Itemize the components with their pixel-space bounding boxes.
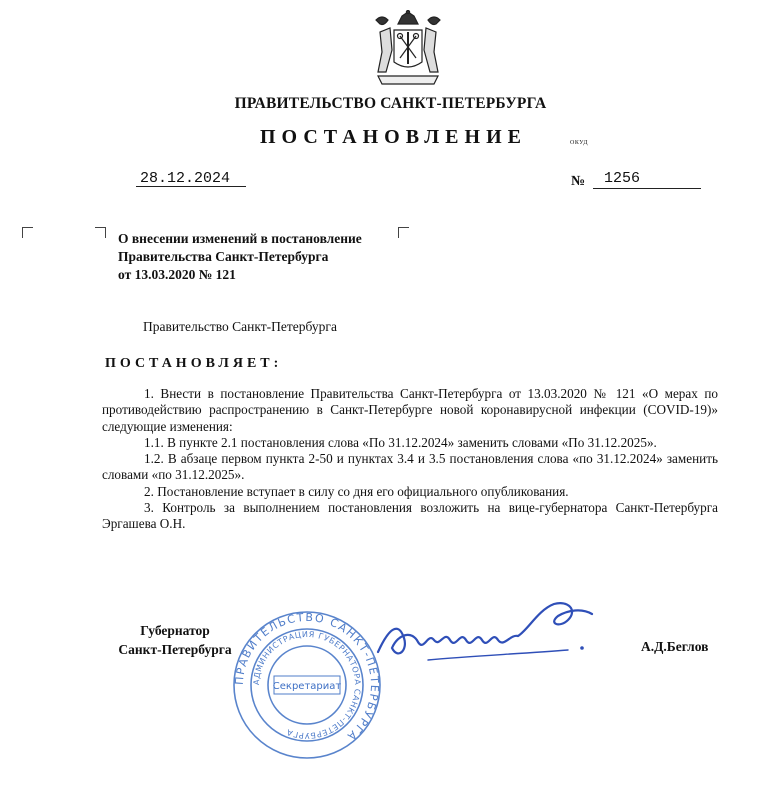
document-subject [118,230,362,284]
okud-label: ОКУД [570,140,588,146]
document-number: 1256 [604,170,641,187]
subject-line: Правительства Санкт-Петербурга [118,249,329,264]
subject-line: от 13.03.2020 № 121 [118,267,236,282]
paragraph: 1.2. В абзаце первом пункта 2-50 и пунктах 3.4 и 3.5 постановления слова «по 31.12.2024» заменить словами «по 31.12.2025». [102,451,718,483]
subject-line: О внесении изменений в постановление [118,231,362,246]
corner-mark [95,227,106,238]
position-line: Санкт-Петербурга [118,642,232,657]
stamp-center-text: Секретариат [272,681,342,692]
number-label: № [571,174,586,189]
paragraph: 1.1. В пункте 2.1 постановления слова «По 31.12.2024» заменить словами «По 31.12.2025». [144,434,657,450]
document-date: 28.12.2024 [140,170,231,187]
paragraph: 3. Контроль за выполнением постановления возложить на вице-губернатора Санкт-Петербурга Эргашева О.Н. [102,500,718,532]
position-line: Губернатор [140,623,210,638]
stamp-inner-text: АДМИНИСТРАЦИЯ ГУБЕРНАТОРА САНКТ-ПЕТЕРБУРГА [251,629,363,741]
stamp-outer-text: ПРАВИТЕЛЬСТВО САНКТ-ПЕТЕРБУРГА [232,610,382,744]
decree-word: ПОСТАНОВЛЯЕТ: [105,356,283,371]
paragraph: 1. Внести в постановление Правительства Санкт-Петербурга от 13.03.2020 № 121 «О мерах по противодействию распространению в Санкт-Петербурге новой коронавирусной инфекции (COVID-19)» следующие изменения: [102,386,718,434]
corner-mark [22,227,33,238]
date-underline [136,186,246,187]
document-type: ПОСТАНОВЛЕНИЕ [260,126,527,148]
official-stamp [232,610,382,760]
corner-mark [398,227,409,238]
handwritten-signature [368,590,608,670]
government-title: ПРАВИТЕЛЬСТВО САНКТ-ПЕТЕРБУРГА [234,95,547,112]
signatory-name: А.Д.Беглов [641,639,709,654]
paragraph: 2. Постановление вступает в силу со дня его официального опубликования. [144,483,569,499]
number-underline [593,188,701,189]
issuer: Правительство Санкт-Петербурга [143,319,337,334]
document-body [102,386,718,533]
coat-of-arms-icon [372,10,444,88]
signatory-position [104,621,246,659]
